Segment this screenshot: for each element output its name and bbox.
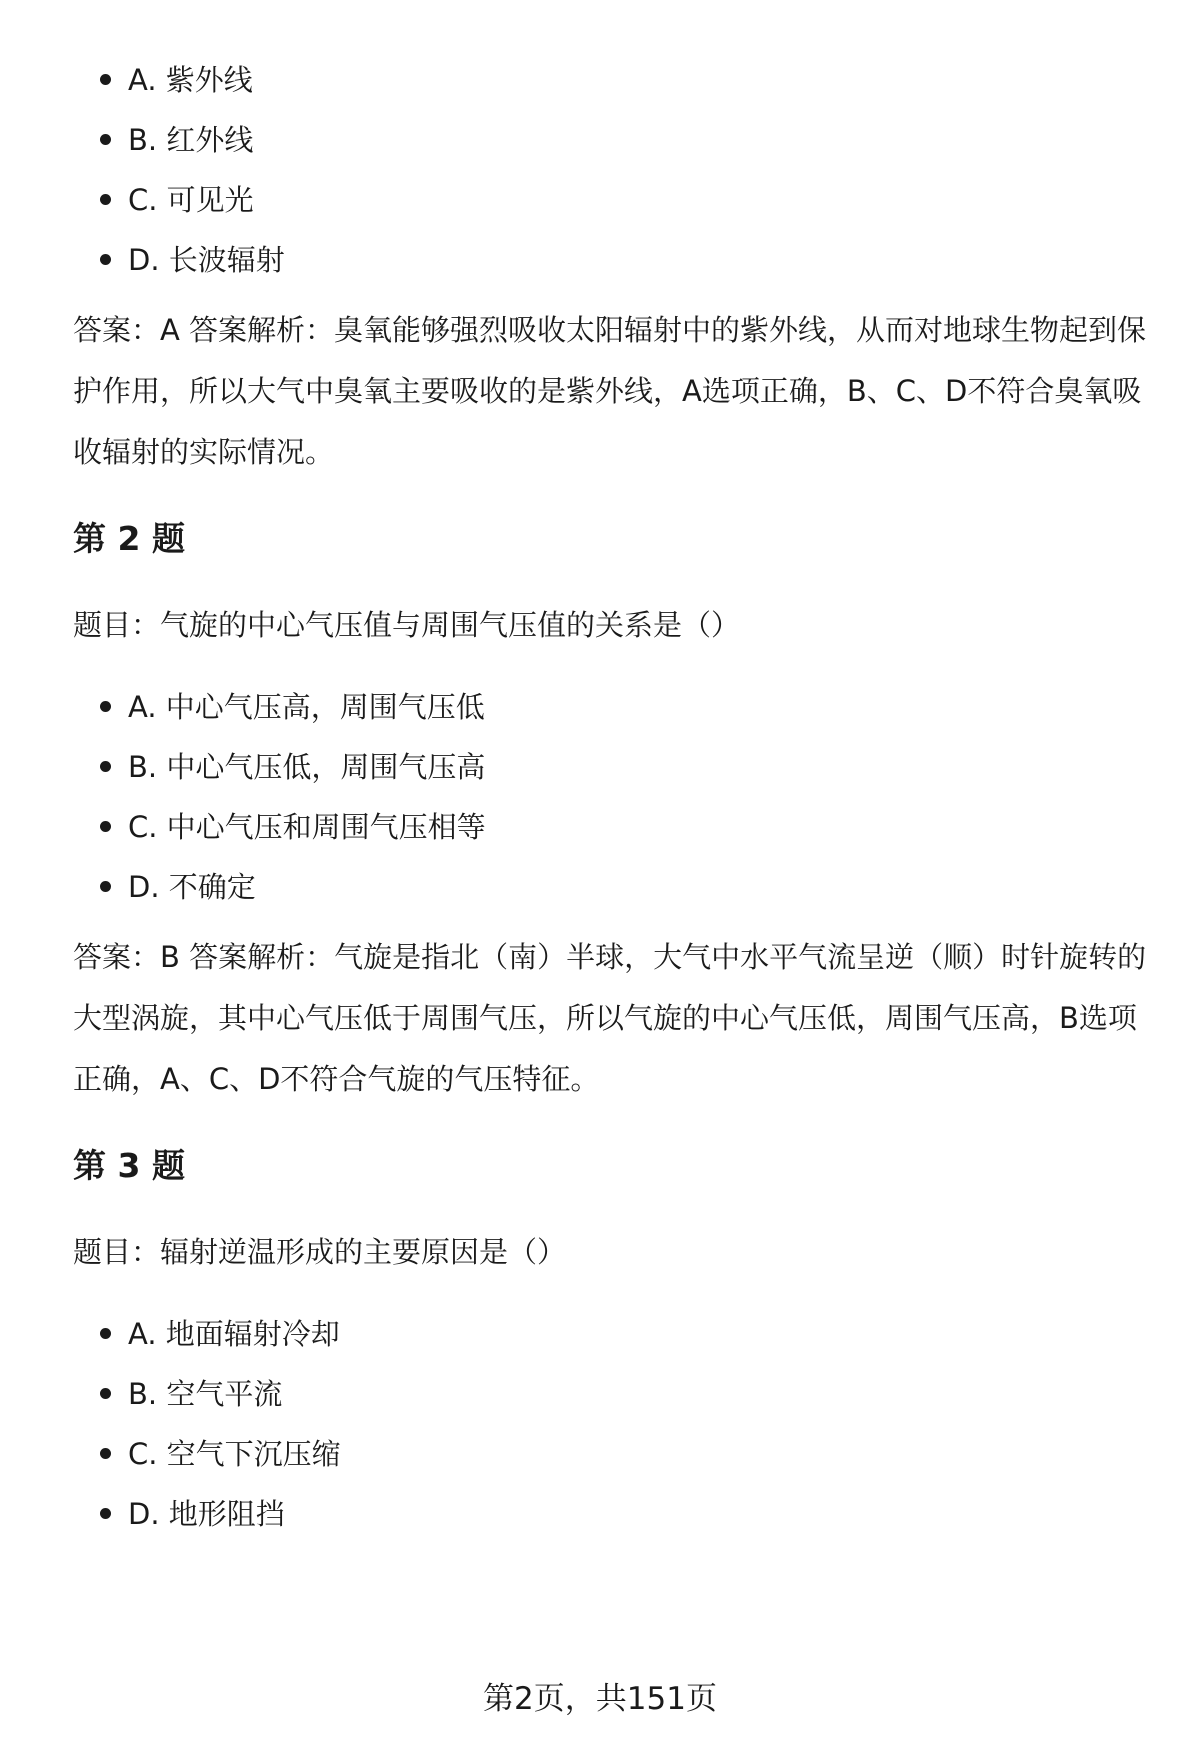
q3-options-list bbox=[73, 1314, 1153, 1534]
option-text: A. 中心气压高，周围气压低 bbox=[128, 690, 485, 724]
q2-question-text: 题目：气旋的中心气压值与周围气压值的关系是（） bbox=[73, 608, 741, 642]
q1-option-a bbox=[73, 60, 1153, 100]
bullet-icon bbox=[100, 254, 111, 265]
page-number-footer: 第2页，共151页 bbox=[483, 1681, 717, 1717]
q3-question-text: 题目：辐射逆温形成的主要原因是（） bbox=[73, 1235, 567, 1269]
bullet-icon bbox=[100, 74, 111, 85]
option-text: C. 可见光 bbox=[128, 183, 254, 217]
q3-option-a bbox=[73, 1314, 1153, 1354]
q3-heading: 第 3 题 bbox=[73, 1146, 185, 1185]
q1-option-b bbox=[73, 120, 1153, 160]
q2-heading: 第 2 题 bbox=[73, 519, 185, 558]
q1-option-c bbox=[73, 180, 1153, 220]
bullet-icon bbox=[100, 134, 111, 145]
option-text: D. 地形阻挡 bbox=[128, 1497, 285, 1531]
q3-option-b bbox=[73, 1374, 1153, 1414]
q1-answer-explanation: 答案：A 答案解析：臭氧能够强烈吸收太阳辐射中的紫外线，从而对地球生物起到保护作用，所以大气中臭氧主要吸收的是紫外线，A选项正确，B、C、D不符合臭氧吸收辐射的实际情况。 bbox=[73, 313, 1147, 469]
q3-option-c bbox=[73, 1434, 1153, 1474]
option-text: B. 红外线 bbox=[128, 123, 254, 157]
q2-option-d bbox=[73, 867, 1153, 907]
q2-options-list bbox=[73, 687, 1153, 907]
bullet-icon bbox=[100, 881, 111, 892]
q1-options-list bbox=[73, 60, 1153, 280]
bullet-icon bbox=[100, 761, 111, 772]
option-text: B. 空气平流 bbox=[128, 1377, 283, 1411]
q2-option-c bbox=[73, 807, 1153, 847]
bullet-icon bbox=[100, 821, 111, 832]
bullet-icon bbox=[100, 1328, 111, 1339]
option-text: C. 中心气压和周围气压相等 bbox=[128, 810, 486, 844]
bullet-icon bbox=[100, 194, 111, 205]
option-text: C. 空气下沉压缩 bbox=[128, 1437, 341, 1471]
option-text: D. 长波辐射 bbox=[128, 243, 285, 277]
page-content bbox=[73, 60, 1153, 1554]
option-text: D. 不确定 bbox=[128, 870, 256, 904]
option-text: A. 地面辐射冷却 bbox=[128, 1317, 340, 1351]
bullet-icon bbox=[100, 1388, 111, 1399]
q3-option-d bbox=[73, 1494, 1153, 1534]
option-text: A. 紫外线 bbox=[128, 63, 253, 97]
option-text: B. 中心气压低，周围气压高 bbox=[128, 750, 486, 784]
q2-option-b bbox=[73, 747, 1153, 787]
q2-option-a bbox=[73, 687, 1153, 727]
q2-answer-explanation: 答案：B 答案解析：气旋是指北（南）半球，大气中水平气流呈逆（顺）时针旋转的大型涡旋，其中心气压低于周围气压，所以气旋的中心气压低，周围气压高，B选项正确，A、C、D不符合气旋的气压特征。 bbox=[73, 940, 1147, 1096]
bullet-icon bbox=[100, 701, 111, 712]
q1-option-d bbox=[73, 240, 1153, 280]
bullet-icon bbox=[100, 1448, 111, 1459]
bullet-icon bbox=[100, 1508, 111, 1519]
